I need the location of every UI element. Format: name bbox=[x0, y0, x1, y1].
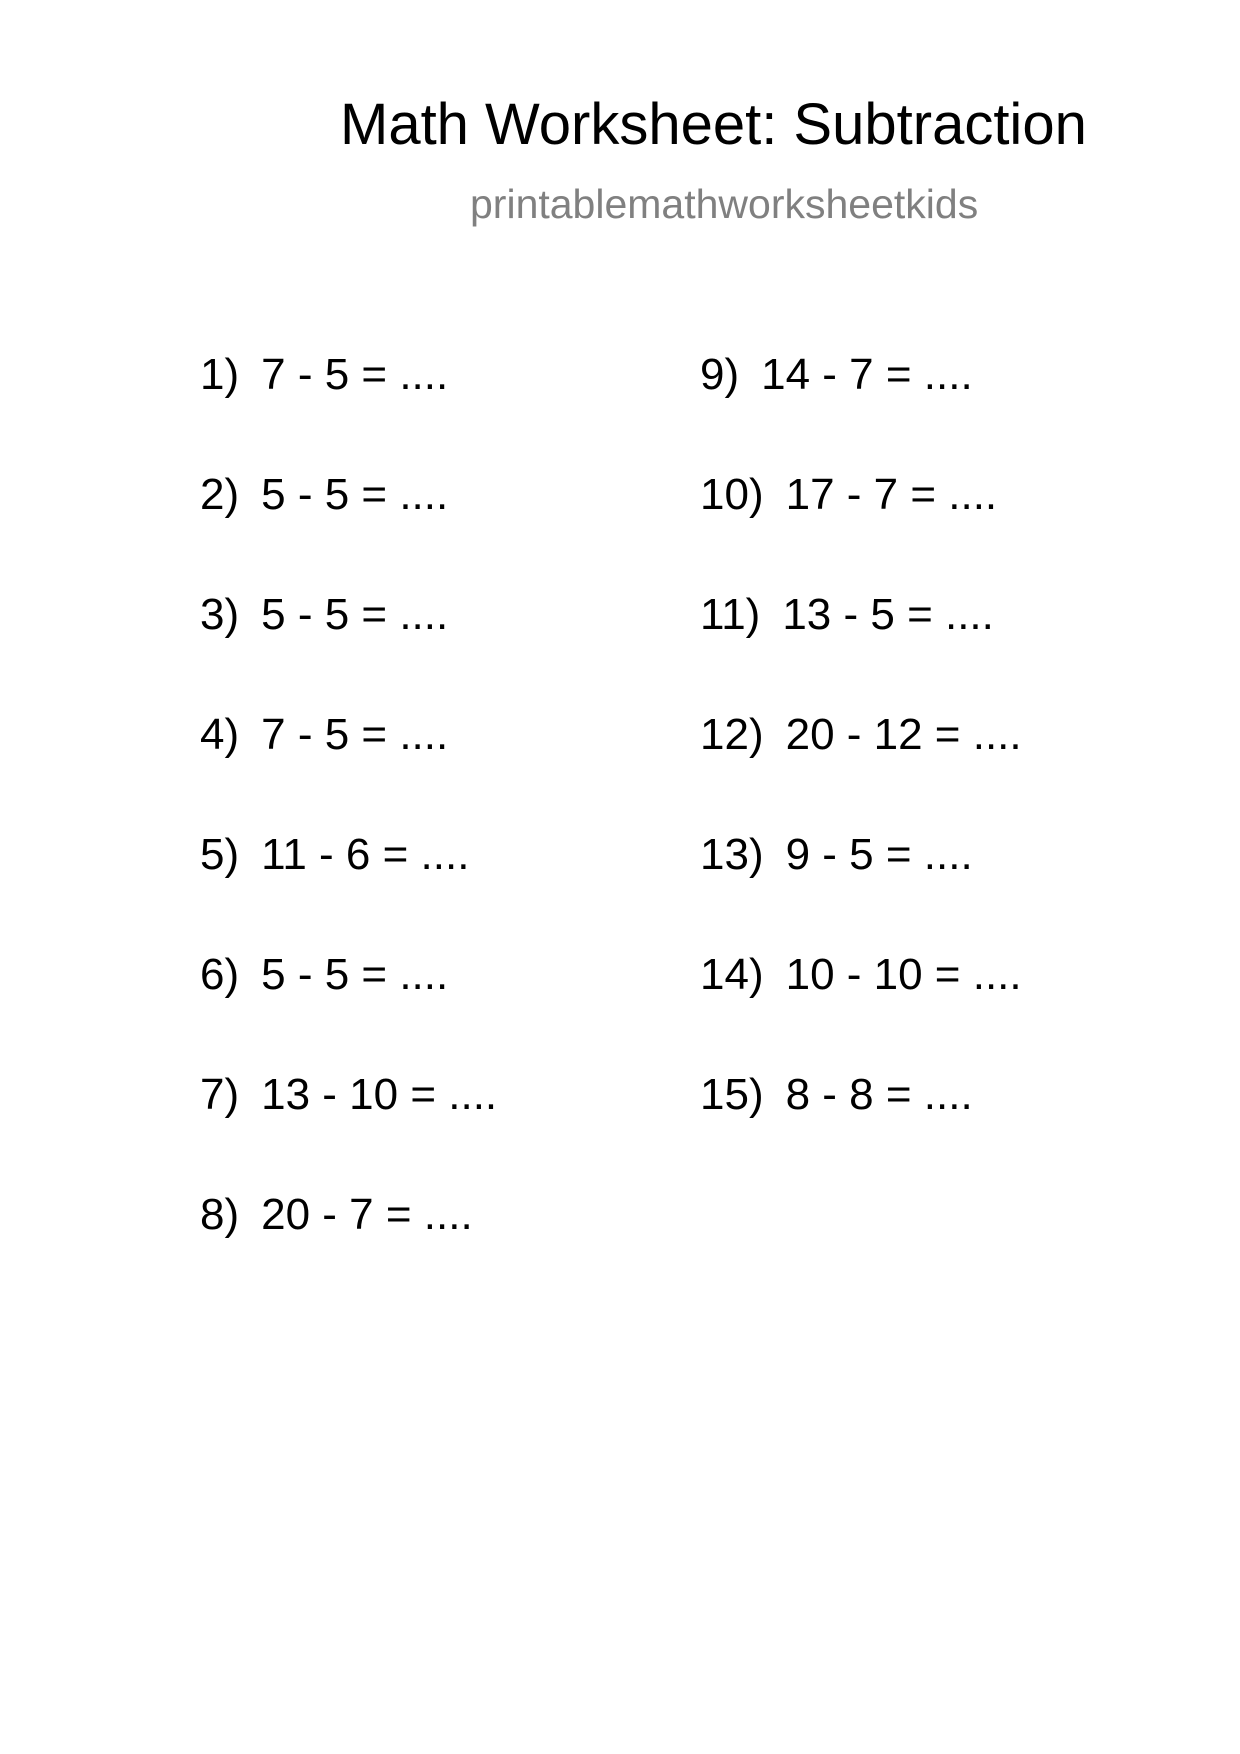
page-title: Math Worksheet: Subtraction bbox=[340, 92, 1087, 157]
problem-number: 4) bbox=[200, 710, 240, 759]
problem-number: 1) bbox=[200, 350, 240, 399]
problem-item bbox=[700, 350, 1022, 473]
page-subtitle: printablemathworksheetkids bbox=[470, 181, 979, 227]
problem-expression: 13 - 5 = .... bbox=[782, 590, 994, 639]
problem-number: 8) bbox=[200, 1190, 240, 1239]
problem-expression: 17 - 7 = .... bbox=[785, 470, 998, 519]
problem-number: 2) bbox=[200, 470, 240, 519]
problem-column-right bbox=[700, 350, 1022, 1193]
problem-expression: 7 - 5 = .... bbox=[261, 710, 449, 759]
problem-expression: 20 - 7 = .... bbox=[261, 1190, 473, 1239]
problem-item bbox=[200, 590, 497, 713]
problem-number: 5) bbox=[200, 830, 240, 879]
problem-expression: 5 - 5 = .... bbox=[261, 590, 449, 639]
problem-item bbox=[200, 830, 497, 953]
problem-number: 7) bbox=[200, 1070, 240, 1119]
problem-item bbox=[700, 950, 1022, 1073]
problem-item bbox=[200, 710, 497, 833]
problem-expression: 13 - 10 = .... bbox=[261, 1070, 498, 1119]
problem-expression: 20 - 12 = .... bbox=[785, 710, 1022, 759]
problem-item bbox=[200, 1070, 498, 1193]
problem-item bbox=[200, 470, 497, 593]
problem-number: 3) bbox=[200, 590, 240, 639]
problem-expression: 11 - 6 = .... bbox=[261, 830, 470, 879]
problem-item bbox=[700, 470, 1022, 593]
problem-expression: 7 - 5 = .... bbox=[261, 350, 449, 399]
problem-item bbox=[700, 710, 1022, 833]
problem-number: 15) bbox=[700, 1070, 764, 1119]
problem-number: 10) bbox=[700, 470, 764, 519]
problem-number: 11) bbox=[700, 590, 761, 639]
problem-item bbox=[200, 950, 497, 1073]
problem-number: 9) bbox=[700, 350, 740, 399]
problem-item bbox=[200, 350, 497, 473]
problem-number: 13) bbox=[700, 830, 764, 879]
problem-number: 12) bbox=[700, 710, 764, 759]
problem-item bbox=[700, 830, 1022, 953]
problem-expression: 8 - 8 = .... bbox=[785, 1070, 973, 1119]
problem-column-left bbox=[200, 350, 498, 1313]
problem-item bbox=[700, 1070, 1022, 1193]
problem-expression: 5 - 5 = .... bbox=[261, 470, 449, 519]
problem-number: 6) bbox=[200, 950, 240, 999]
problem-number: 14) bbox=[700, 950, 764, 999]
problem-expression: 14 - 7 = .... bbox=[761, 350, 973, 399]
problem-item bbox=[200, 1190, 497, 1313]
problem-expression: 10 - 10 = .... bbox=[785, 950, 1022, 999]
problem-item bbox=[700, 590, 1022, 713]
problem-expression: 5 - 5 = .... bbox=[261, 950, 449, 999]
problem-expression: 9 - 5 = .... bbox=[785, 830, 973, 879]
